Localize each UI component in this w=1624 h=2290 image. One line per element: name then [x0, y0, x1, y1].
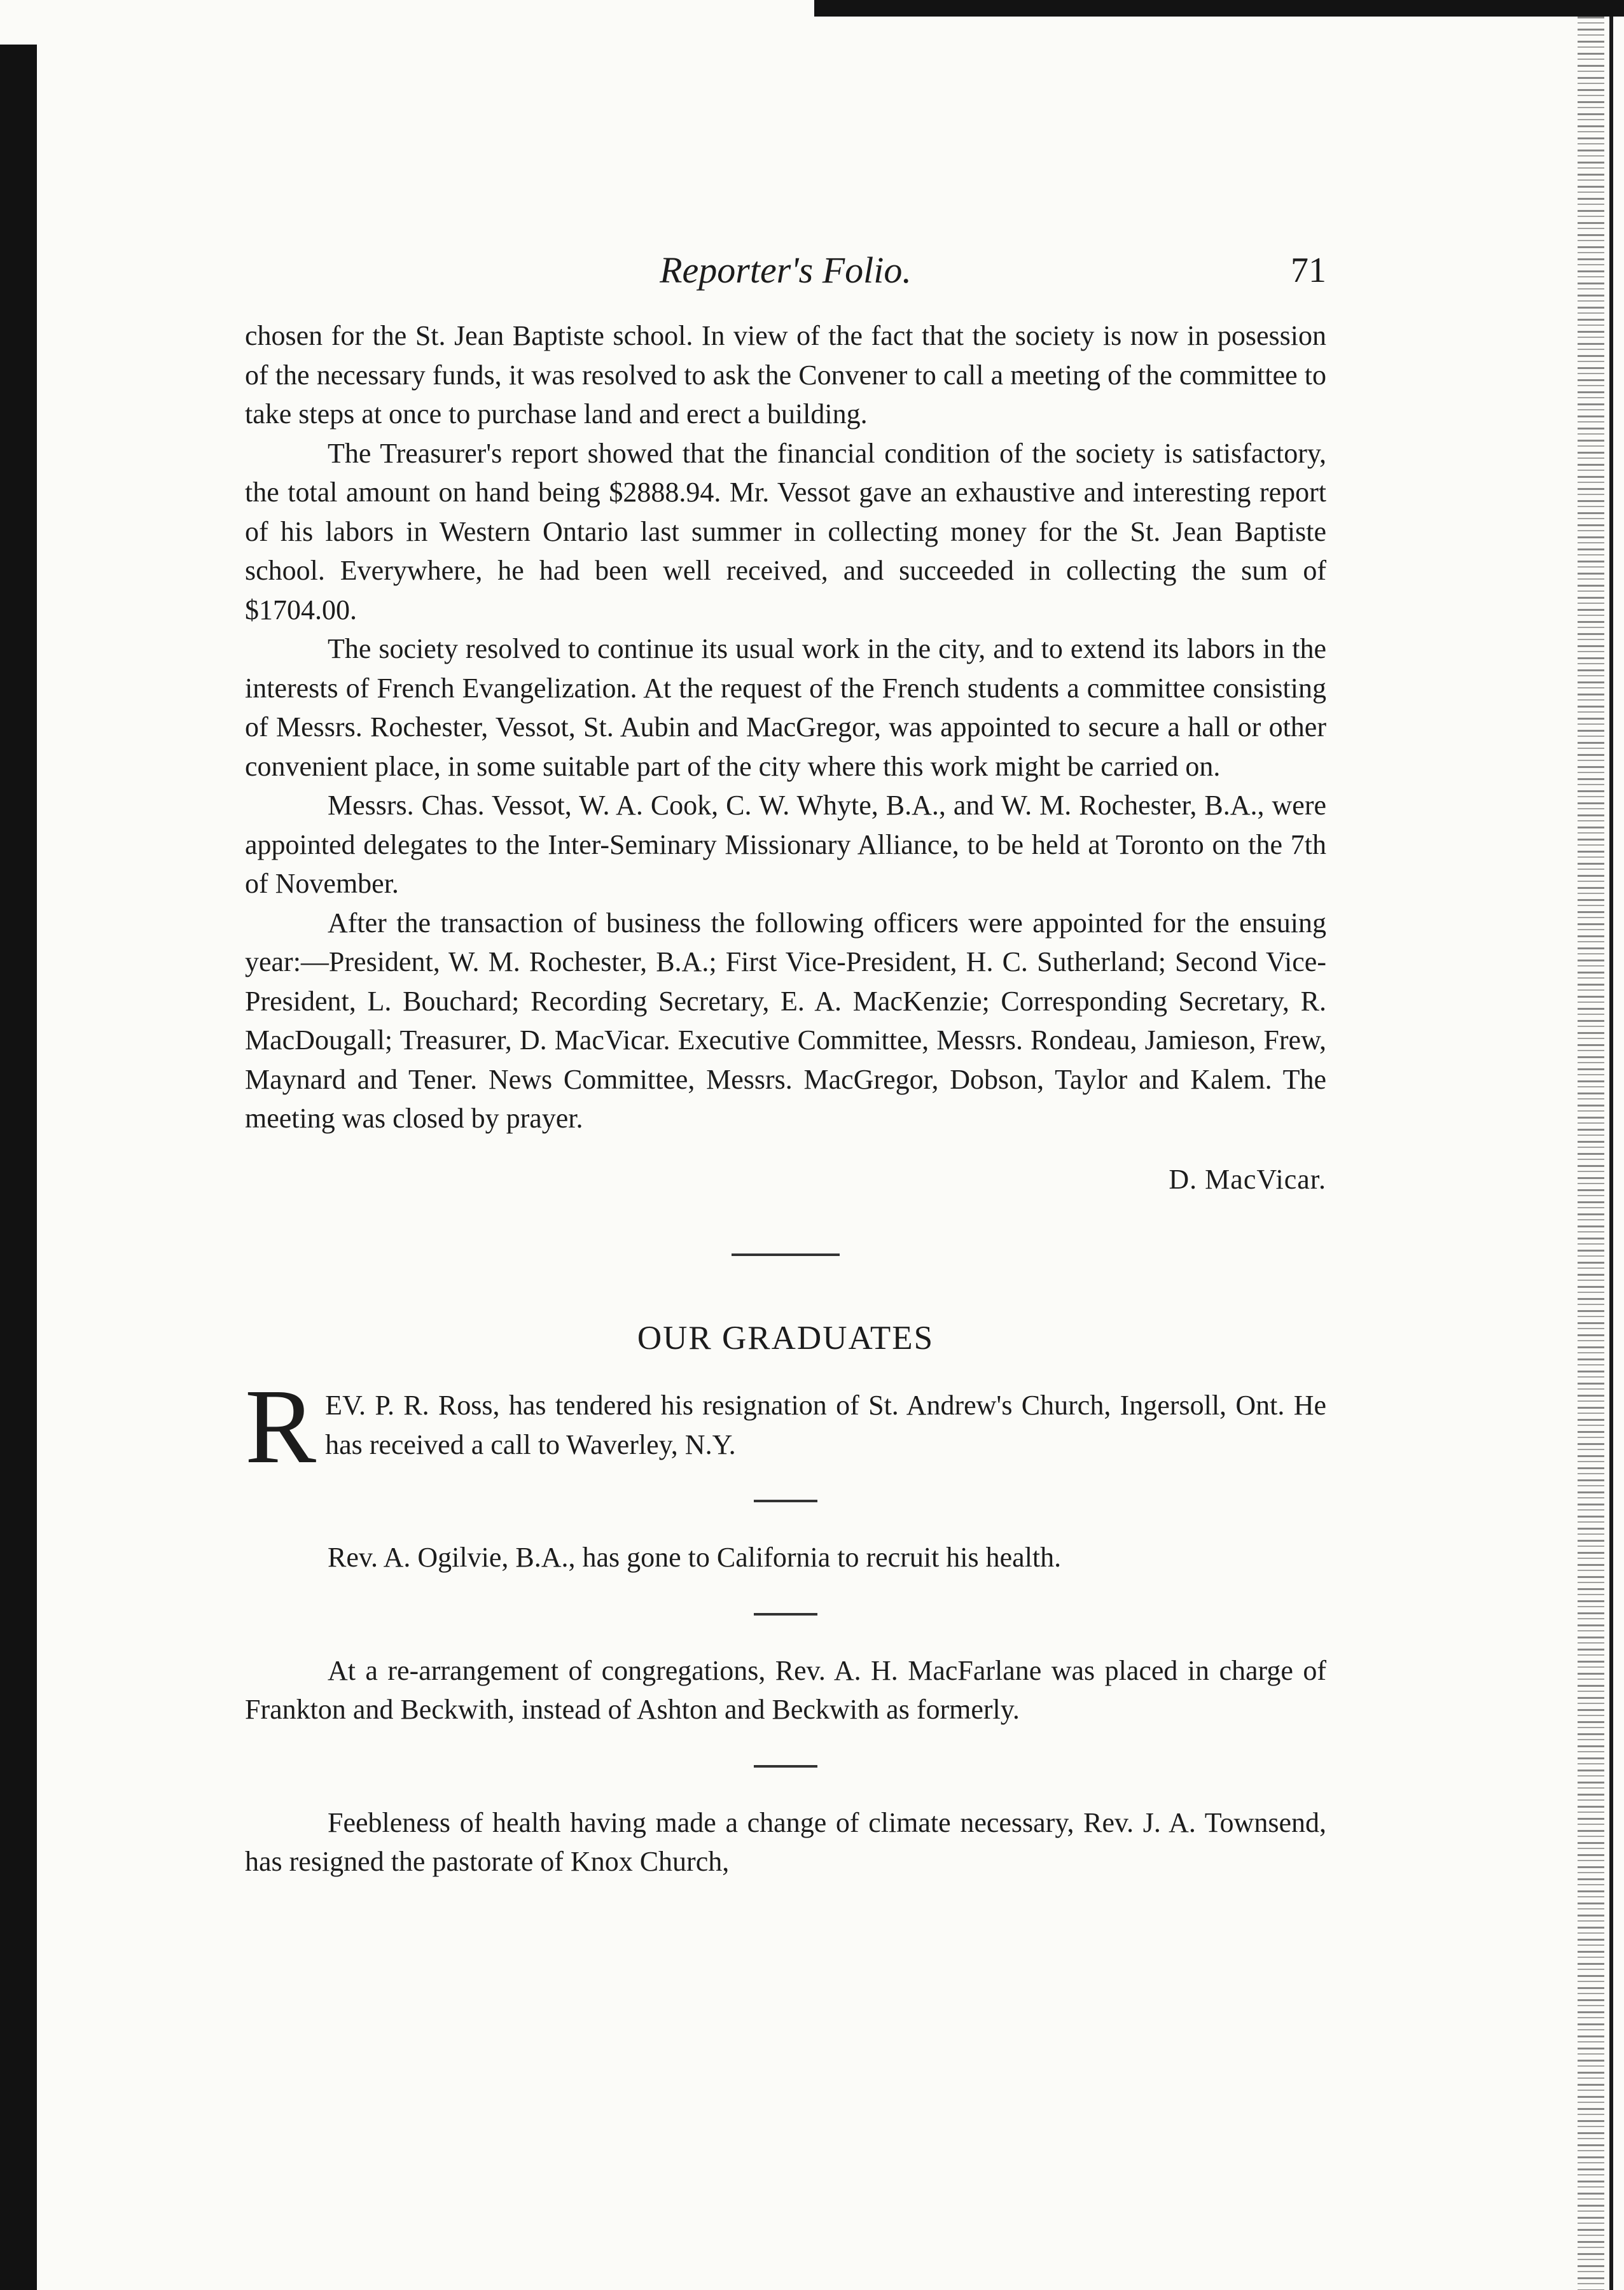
scan-top-edge: [814, 0, 1624, 17]
drop-cap: R: [245, 1367, 317, 1486]
graduate-note: Feebleness of health having made a change of climate necessary, Rev. J. A. Townsend, has resigned the pastorate of Knox Church,: [245, 1806, 1326, 1877]
item-divider: [754, 1613, 817, 1616]
graduates-section: [245, 1316, 1326, 1882]
page-header: [245, 245, 1326, 296]
scan-right-edge-line: [1609, 17, 1613, 2290]
article-paragraph: The society resolved to continue its usual work in the city, and to extend its labors in the interests of French Evangelization. At the request of the French students a committee consisting of Messrs. Rochester, Vessot, St. Aubin and MacGregor, was appointed to secure a hall or other convenient place, in some suitable part of the city where this work might be carried on.: [245, 633, 1326, 782]
article-paragraph: Messrs. Chas. Vessot, W. A. Cook, C. W. Whyte, B.A., and W. M. Rochester, B.A., were appointed delegates to the Inter-Seminary Missionary Alliance, to be held at Toronto on the 7th of November.: [245, 790, 1326, 899]
item-divider: [754, 1500, 817, 1502]
graduate-note-text: EV. P. R. Ross, has tendered his resignation of St. Andrew's Church, Ingersoll, Ont. He has received a call to Waverley, N.Y.: [325, 1390, 1326, 1460]
page-body: [245, 316, 1326, 1882]
graduate-note: At a re-arrangement of congregations, Rev. A. H. MacFarlane was placed in charge of Frankton and Beckwith, instead of Ashton and Beckwith as formerly.: [245, 1654, 1326, 1725]
article-paragraph: After the transaction of business the following officers were appointed for the ensuing year:—President, W. M. Rochester, B.A.; First Vice-President, H. C. Sutherland; Second Vice-President, L. Bouchard; Recording Secretary, E. A. MacKenzie; Corresponding Secretary, R. MacDougall; Treasurer, D. MacVicar. Executive Committee, Messrs. Rondeau, Jamieson, Frew, Maynard and Tener. News Committee, Messrs. MacGregor, Dobson, Taylor and Kalem. The meeting was closed by prayer.: [245, 907, 1326, 1134]
section-divider: [732, 1253, 840, 1256]
item-divider: [754, 1765, 817, 1768]
scan-binding-edge: [0, 45, 37, 2290]
section-heading: OUR GRADUATES: [637, 1320, 934, 1357]
running-head: Reporter's Folio.: [660, 249, 912, 291]
article-paragraph: chosen for the St. Jean Baptiste school. In view of the fact that the society is now in posession of the necessary funds, it was resolved to ask the Convener to call a meeting of the committee to take steps at once to purchase land and erect a building.: [245, 320, 1326, 429]
graduate-note: Rev. A. Ogilvie, B.A., has gone to California to recruit his health.: [328, 1542, 1062, 1573]
article-paragraph: The Treasurer's report showed that the financial condition of the society is satisfactory, the total amount on hand being $2888.94. Mr. Vessot gave an exhaustive and interesting report of his labors in Western Ontario last summer in collecting money for the St. Jean Baptiste school. Everywhere, he had been well received, and succeeded in collecting the sum of $1704.00.: [245, 437, 1326, 625]
graduate-note: [245, 1367, 1326, 1486]
author-signature: D. MacVicar.: [1169, 1163, 1326, 1195]
page-number: 71: [1291, 251, 1326, 290]
society-report: [245, 316, 1326, 1199]
scan-right-edge-noise: [1578, 17, 1604, 2290]
